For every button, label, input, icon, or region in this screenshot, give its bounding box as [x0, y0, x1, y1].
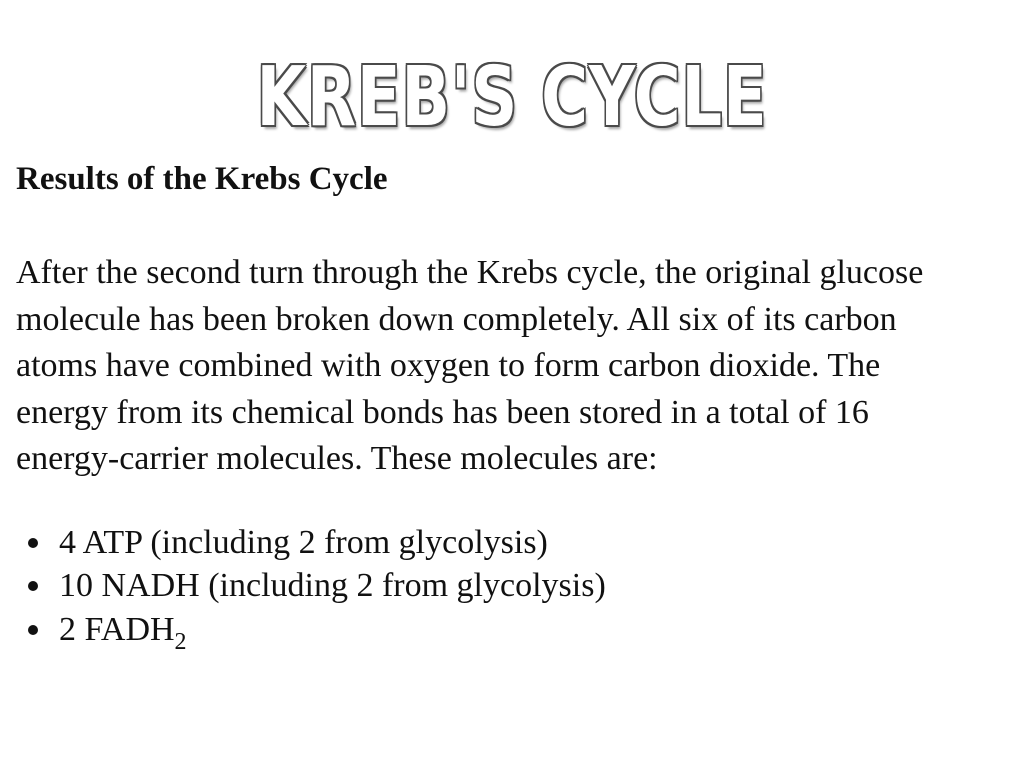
- paragraph-line: energy from its chemical bonds has been stored in a total of 16: [16, 393, 869, 431]
- paragraph-line: After the second turn through the Krebs cycle, the original glucose: [16, 254, 924, 291]
- molecule-list: [16, 521, 1024, 655]
- bullet-icon: [28, 538, 38, 548]
- bullet-icon: [28, 625, 38, 635]
- section-heading: Results of the Krebs Cycle: [16, 161, 388, 197]
- paragraph-line: molecule has been broken down completely. All six of its carbon: [16, 300, 897, 338]
- list-item: [16, 564, 1024, 608]
- paragraph-line: atoms have combined with oxygen to form carbon dioxide. The: [16, 347, 881, 384]
- paragraph-line: energy-carrier molecules. These molecules are:: [16, 440, 658, 477]
- slide-title: KREB'S CYCLE: [256, 50, 768, 145]
- article-content: [16, 156, 1024, 655]
- list-item: [16, 521, 1024, 565]
- list-item: [16, 608, 1024, 655]
- list-item-text: 4 ATP (including 2 from glycolysis): [59, 523, 548, 561]
- body-paragraph: [16, 250, 1024, 483]
- bullet-icon: [28, 581, 38, 591]
- list-item-text: 2 FADH: [59, 610, 175, 648]
- list-item-subscript: 2: [174, 628, 187, 655]
- list-item-text: 10 NADH (including 2 from glycolysis): [59, 567, 606, 604]
